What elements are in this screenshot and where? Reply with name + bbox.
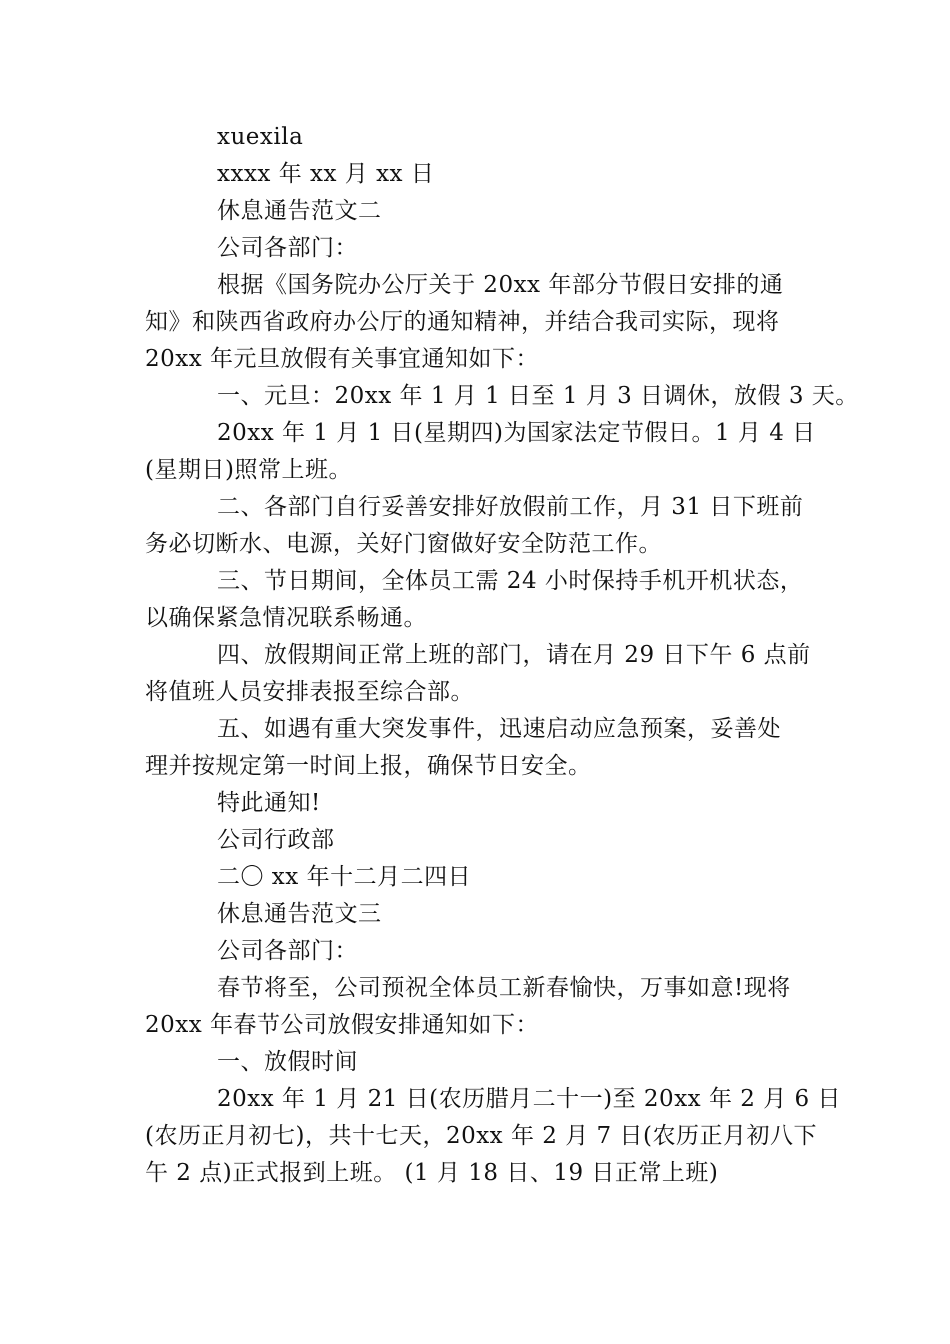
notice2-intro-line3: 20xx 年元旦放假有关事宜通知如下： [145, 346, 540, 372]
notice3-item1-heading: 一、放假时间 [217, 1049, 358, 1075]
notice2-item5-line2: 理并按规定第一时间上报，确保节日安全。 [145, 753, 592, 779]
signature-name: xuexila [217, 124, 304, 150]
notice2-closing: 特此通知! [217, 790, 321, 816]
notice3-intro-line1: 春节将至，公司预祝全体员工新春愉快，万事如意!现将 [217, 975, 791, 1001]
notice2-item3-line2: 以确保紧急情况联系畅通。 [145, 605, 427, 631]
notice2-item1: 一、元旦：20xx 年 1 月 1 日至 1 月 3 日调休，放假 3 天。 [217, 383, 859, 409]
notice3-intro-line2: 20xx 年春节公司放假安排通知如下： [145, 1012, 540, 1038]
notice2-item2-line1: 二、各部门自行妥善安排好放假前工作，月 31 日下班前 [217, 494, 804, 520]
notice2-date: 二〇 xx 年十二月二四日 [217, 864, 472, 890]
notice2-item4-line2: 将值班人员安排表报至综合部。 [145, 679, 474, 705]
notice3-title: 休息通告范文三 [217, 901, 382, 927]
signature-date: xxxx 年 xx 月 xx 日 [217, 161, 435, 187]
notice2-item2-line2: 务必切断水、电源，关好门窗做好安全防范工作。 [145, 531, 662, 557]
notice3-item1-line3: 午 2 点)正式报到上班。 (1 月 18 日、19 日正常上班) [145, 1160, 719, 1186]
notice2-item5-line1: 五、如遇有重大突发事件，迅速启动应急预案，妥善处 [217, 716, 781, 742]
notice2-item1b-line2: (星期日)照常上班。 [145, 457, 352, 483]
notice3-item1-line2: (农历正月初七)，共十七天，20xx 年 2 月 7 日(农历正月初八下 [145, 1123, 817, 1149]
notice3-salutation: 公司各部门： [217, 938, 358, 964]
notice2-salutation: 公司各部门： [217, 235, 358, 261]
notice2-issuer: 公司行政部 [217, 827, 335, 853]
notice2-item1b-line1: 20xx 年 1 月 1 日(星期四)为国家法定节假日。1 月 4 日 [217, 420, 816, 446]
document-body [145, 119, 859, 1192]
notice2-item3-line1: 三、节日期间，全体员工需 24 小时保持手机开机状态， [217, 568, 804, 594]
notice2-intro-line2: 知》和陕西省政府办公厅的通知精神，并结合我司实际，现将 [145, 309, 780, 335]
notice2-title: 休息通告范文二 [217, 198, 382, 224]
notice2-intro-line1: 根据《国务院办公厅关于 20xx 年部分节假日安排的通 [217, 272, 784, 298]
notice2-item4-line1: 四、放假期间正常上班的部门，请在月 29 日下午 6 点前 [217, 642, 811, 668]
notice3-item1-line1: 20xx 年 1 月 21 日(农历腊月二十一)至 20xx 年 2 月 6 日 [217, 1086, 841, 1112]
